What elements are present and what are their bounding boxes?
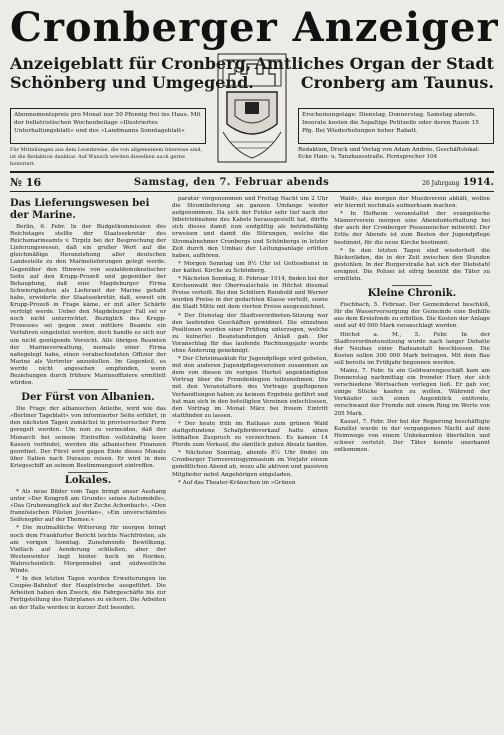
article-paragraph: * Die mutmaßliche Witterung für morgen bringt noch dem Frankfurter Bericht leichte Nachfrösten, als am vorigen Sonntag. Zunehmende Bewölkung. Vielfach auf Aenderung schließen, aber der Westenwinter liegt bisher hoch im Norden. Wahrscheinlich: Morgennebel und südwestliche Winde. <box>10 525 166 575</box>
article-paragraph: * In den letzten Tagen sind wiederholt die Bäckerläden, die in der Zeit zwischen den Stunden gestohlen. In der Burgerstraße hat sich der Diebstahl ereignet. Die Polizei ist eifrig bemüht die Täter zu ermitteln. <box>334 247 490 283</box>
issue-bar <box>10 171 494 192</box>
divider <box>68 389 108 390</box>
subtitle-left-line2: Schönberg und Umgegend. <box>10 73 254 92</box>
publisher-notice: Redaktion, Druck und Verlag von Adam Andrée. Geschäftslokal: Ecke Hain- u. Tanzhausstraße. Fernsprecher 104 <box>298 147 480 160</box>
article-paragraph: Höchst a. M., 5. Febr. In der Stadtverordnetensitzung wurde nach langer Debatte der Neubau einer Badeanstalt beschlossen. Die Kosten sollen 300 000 Mark betragen. Mit dem Bau soll bereits im Frühjahr begonnen werden. <box>334 331 490 366</box>
article-columns <box>10 196 494 613</box>
article-paragraph: * Auf das Theater-Kränzchen im »Grünen <box>178 479 296 486</box>
article-paragraph: * Der Dienstag der Stadtverordneten-Sitzung war den laufenden Geschäften gewidmet. Die einzelnen Positionen wurden einer Prüfung unterzogen, welche zu keinerlei Beanstandungen Anlaß gab. Der Voranschlag für das laufende Rechnungsjahr wurde ohne Änderung genehmigt. <box>172 312 328 354</box>
subscription-box: Abonnementspreis pro Monat nur 50 Pfennig frei ins Haus. Mit der belletristischen Wochenbeilage »Illustriertes Unterhaltungsblatt« und des »Landmanns Sonntagsblatt« <box>10 108 206 144</box>
column-2 <box>172 196 328 613</box>
reader-notice: Für Mitteilungen aus dem Leserkreise, die von allgemeinem Interesse sind, ist die Redaktion dankbar. Auf Wunsch werden dieselben auch gerne honoriert. <box>10 147 203 167</box>
article-headline: Das Lieferungswesen bei der Marine. <box>10 198 150 221</box>
subtitle-right-line2: Cronberg am Taunus. <box>300 73 494 92</box>
issue-number: № 16 <box>10 175 42 189</box>
article-paragraph: * Als neue Bilder vom Tage bringt unser Aushang unter »Der Kongreß am Grunde« seines Automobils«, »Das Grubenunglück auf der Zeche Achenbach«, »Den französischen Piloten Jourdan«, »Ein unverschämtes Seifenopfer auf der Themse.« <box>10 489 166 524</box>
column-3 <box>334 196 490 613</box>
article-paragraph: Mainz, 7. Febr. In ein Goldwarengeschäft kam am Donnerstag nachmittag ein fremder Herr, der sich verschiedene Wertsachen vorlegen ließ. Er gab vor, einige Stücke kaufen zu wollen. Während der Verkäufer sich einen Augenblick entfernte, verschwand der Fremde mit einem Ring im Werte von 205 Mark. <box>334 367 490 417</box>
divider <box>392 285 432 286</box>
article-paragraph: Wald«, das morgen der Musikverein abhält, wollen wir hiermit nochmals aufmerksam machen. <box>334 196 490 210</box>
article-paragraph: * In den letzten Tagen wurden Erweiterungen im Coupée-Bahnhof der Hauptstrecke ausgeführt. Die Arbeiten haben den Zweck, die Fahrgeschäfte bis zur Fertigstellung des Fahrplanes zu sichern. Die Arbeiten an der Halle werden in kurzer Zeit beendet. <box>10 576 166 611</box>
article-paragraph: paratur vorgenommen und Freitag Nacht um 2 Uhr die Stromlieferung an ganzen Umfange wieder aufgenommen. Da sich der Fehler sehr tief nach der Inbetriebnahme des Kabels herausgestellt hat, dürfte sich dieses damit nun endgültig als betriebsfähig erweisen und damit die Störungen, welche die Stromabnehmer Cronbergs und Schönbergs in letzter Zeit durch den Umbau der Leitungsanlage erlitten haben, aufhören. <box>172 196 328 259</box>
article-paragraph: * Nächsten Sonntag, abends 8½ Uhr findet im Cronberger Turnvereinsgymnasium im Vorjahr einem gemütlichen Abend ab, wozu alle aktiven und passiven Mitglieder nebst Angehörigen eingeladen. <box>172 450 328 478</box>
town-crest-icon <box>215 52 289 164</box>
article-paragraph: * Der heute früh im Rathaus zum grünen Wald stattgefundene Schafpferdeverkauf hatte einen lebhaften Zuspruch zu verzeichnen. Es kamen 14 Pferde zum Verkauf, die sämtlich guten Absatz fanden. <box>172 420 328 449</box>
article-paragraph: Die Frage der albanischen Anleihe, wird wie das »Berliner Tageblatt« von informierter Seite erfährt, in den nächsten Tagen zumächst in provisorischer Form geregelt werden. Um nun zu vermeiden, daß der Monarch bei seinem Eintreffen vollständig leere Kassen vorfindet, werden die albanischen Finanzen geordnet. Der Fürst wird gegen Ende dieses Monats über Italien nach Durazzo reisen. Er wird in dem Kriegsschiff an seinem Bestimmungsort eintreffen. <box>10 406 166 469</box>
divider <box>68 472 108 473</box>
article-paragraph: Kassel, 7. Febr. Der bei der Regierung beschäftigte Kanzlist wurde in der vergangenen Nacht auf dem Heimwege von einem Unbekannten überfallen und schwer verletzt. Der Täter konnte unerkannt entkommen. <box>334 418 490 453</box>
article-headline: Der Fürst von Albanien. <box>21 392 155 404</box>
article-paragraph: * Nächsten Sonntag, 8. Februar 1914, finden bei der Kirchenwahl der Oberrealschule in Höchst diesmal Preise verteilt. Bei den Schülern Reinhold und Werner wurden Preise in der gedachten Klasse verteilt, sowie die Stadt Mitte mit dem vierten Preise ausgezeichnet. <box>172 276 328 311</box>
article-paragraph: * Morgen Sonntag um 9½ Uhr ist Gottesdienst in der kathol. Kirche zu Schönberg. <box>172 260 328 274</box>
article-paragraph: * Der Christmasklub für Jugendpflege wird gebeten, mit den anderen Jugendpflegevereinen zusammen an dem von diesen im vorigen Herbst angekündigten Vortrag über die Fremdenlegion teilzunehmen. Die mit den Veranstaltern des Vortrags gepflogenen Verhandlungen haben zu keinem Ergebnis geführt und hat man sich in den beteiligten Vereinen entschlossen, den Vortrag im Monat März bei freiem Eintritt stattfinden zu lassen. <box>172 356 328 419</box>
subtitle-right-line1: Amtliches Organ der Stadt <box>254 54 494 73</box>
section-headline: Kleine Chronik. <box>367 288 457 300</box>
column-1 <box>10 196 166 613</box>
issue-year-group <box>422 177 494 188</box>
article-paragraph: Berlin, 6. Febr. In der Budgetkommission des Reichstages stellte der Staatssekretär des Reichsmarineamts v. Tirpitz bei der Besprechung der Lieferungswesen, daß ein großer Wert auf die gleichmäßige Heranziehung aller deutschen Landesteile zu den Marinelieferungen gelegt werde. Gegenüber den Hinweis von sozialdemokratischer Seite auf den Krupp-Prozeß und gegenüber der Behauptung, daß eine Magdeburger Firma Schwierigkeiten als Lieferant der Marine gehabt habe, erwiderte der Staatssekretär, daß, soweit ein Krupp-Prozeß in Frage käme, er mit aller Schärfe verfolgt werde. Ueber den Magdeburger Fall sei er noch nicht unterrichtet. Bezüglich des Krupp-Prozesses sei gegen zwei mittlere Beamte ein Verfahren eingeleitet worden; doch handle es sich nur um nicht genügende Vorsicht. Alle übrigen Beamten der Marineverwaltung, niemals einer Firma nahegelegt habe, einen verabschiedeten Offizier der Marine als Vertreter anzustellen. Im Gegenteil, es werde nicht angesehen empfunden, wenn Beziehungen durch frühere Marineoffiziere ermittelt würden. <box>10 224 166 387</box>
article-paragraph: * In Hofheim veranstaltet der evangelische Männerverein morgen eine Abendunterhaltung bei der auch der Cronberger Posaunenchor mitwirkt. Der Erlös der Abends ist zum Besten der Jugendpflege bestimmt, für die neue Kirche bestimmt. <box>334 211 490 246</box>
subtitle-right <box>255 54 494 92</box>
section-headline: Lokales. <box>64 475 112 486</box>
article-paragraph: Fischbach, 5. Februar. Der Gemeinderat beschloß, für die Wasserversorgung der Gemeinde eine Beihilfe aus dem Kreisfonds zu erbitten. Die Kosten der Anlage sind auf 40 000 Mark veranschlagt worden. <box>334 302 490 330</box>
publication-box: Erscheinungstage: Dienstag, Donnerstag, Samstag abends. Inserate kosten die 5spaltige Petitzeile oder deren Raum 15 Pfg. Bei Wiederholungen hoher Rabatt. <box>298 108 494 144</box>
masthead-title: Cronberger Anzeiger <box>10 4 499 51</box>
issue-year: 1914. <box>462 176 494 188</box>
issue-date: Samstag, den 7. Februar abends <box>133 176 330 188</box>
issue-volume: 26 Jahrgang <box>422 179 460 187</box>
subtitle-left-line1: Anzeigeblatt für Cronberg, <box>10 54 252 73</box>
